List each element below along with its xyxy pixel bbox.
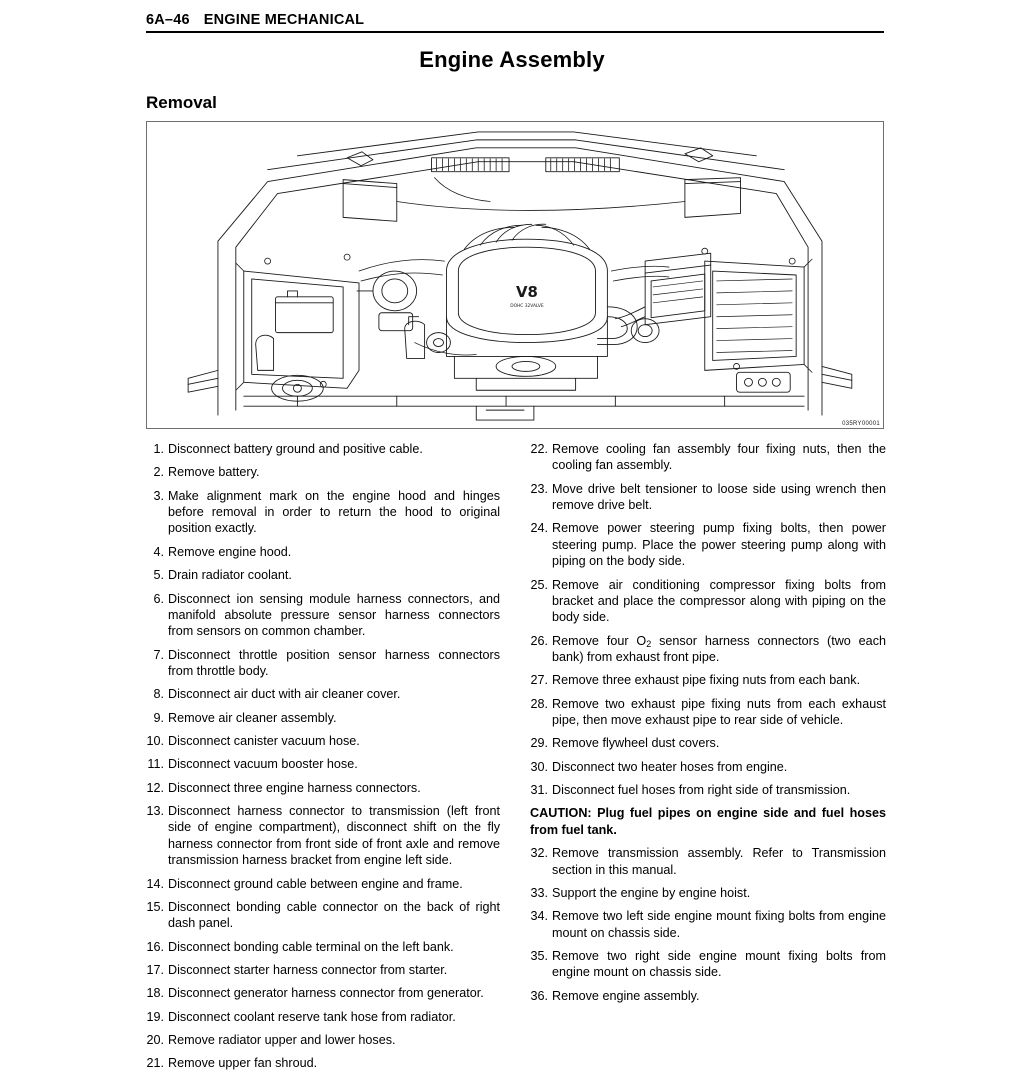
step-item bbox=[146, 962, 500, 978]
step-item bbox=[146, 985, 500, 1001]
step-text: Disconnect ion sensing module harness connectors, and manifold absolute pressure sensor harness connectors from sensors on common chamber. bbox=[168, 591, 501, 639]
step-item bbox=[530, 845, 886, 878]
step-number: 15. bbox=[146, 899, 164, 914]
subheading-removal: Removal bbox=[146, 93, 217, 112]
step-number: 6. bbox=[153, 591, 164, 606]
step-number: 36. bbox=[530, 988, 549, 1003]
step-number: 34. bbox=[530, 909, 549, 924]
step-number: 10. bbox=[146, 734, 164, 749]
step-number: 33. bbox=[530, 885, 549, 900]
step-text: Disconnect three engine harness connectors. bbox=[168, 780, 421, 795]
step-number: 25. bbox=[530, 577, 549, 592]
page-title: Engine Assembly bbox=[419, 47, 605, 72]
step-number: 17. bbox=[146, 962, 164, 977]
step-number: 21. bbox=[146, 1056, 164, 1071]
step-number: 24. bbox=[530, 521, 549, 536]
step-item bbox=[146, 733, 500, 749]
step-item bbox=[146, 756, 500, 772]
step-item bbox=[530, 735, 886, 751]
step-number: 14. bbox=[146, 876, 164, 891]
step-text: Drain radiator coolant. bbox=[168, 568, 292, 583]
manual-page bbox=[0, 12, 1024, 1071]
step-number: 11. bbox=[147, 757, 164, 772]
step-item bbox=[530, 759, 886, 775]
step-item bbox=[146, 876, 500, 892]
step-text: Remove upper fan shroud. bbox=[168, 1056, 318, 1071]
section-title: ENGINE MECHANICAL bbox=[203, 12, 365, 28]
step-item bbox=[530, 885, 886, 901]
step-item bbox=[530, 782, 886, 798]
step-item bbox=[146, 1032, 500, 1048]
step-item bbox=[146, 939, 500, 955]
step-item bbox=[146, 544, 500, 560]
step-text: Remove power steering pump fixing bolts, then power steering pump. Place the power steering pump along with piping on the body side. bbox=[552, 521, 886, 569]
step-item bbox=[146, 647, 500, 680]
step-item bbox=[146, 803, 500, 868]
step-item bbox=[530, 520, 886, 569]
step-text: Disconnect bonding cable terminal on the left bank. bbox=[168, 939, 454, 954]
step-number: 30. bbox=[530, 759, 549, 774]
steps-column-right bbox=[530, 441, 886, 1079]
step-number: 22. bbox=[530, 442, 549, 456]
step-number: 13. bbox=[146, 804, 164, 819]
subscript: 2 bbox=[646, 638, 652, 649]
step-number: 8. bbox=[153, 687, 164, 702]
page-header bbox=[146, 12, 884, 33]
step-text: Disconnect bonding cable connector on the back of right dash panel. bbox=[168, 899, 501, 931]
step-number: 18. bbox=[146, 986, 164, 1001]
step-number: 16. bbox=[146, 939, 164, 954]
step-item bbox=[530, 696, 886, 729]
step-text: Remove transmission assembly. Refer to Transmission section in this manual. bbox=[552, 846, 886, 877]
page-number: 6A–46 bbox=[146, 12, 190, 28]
step-item bbox=[530, 633, 886, 666]
figure-code: 035RY00001 bbox=[842, 421, 880, 427]
step-number: 3. bbox=[153, 488, 164, 503]
step-number: 12. bbox=[146, 780, 164, 795]
engine-compartment-figure bbox=[146, 121, 884, 429]
step-text: Move drive belt tensioner to loose side using wrench then remove drive belt. bbox=[552, 481, 886, 513]
step-number: 29. bbox=[530, 736, 549, 751]
step-text: Disconnect coolant reserve tank hose from radiator. bbox=[168, 1009, 456, 1024]
step-item bbox=[530, 908, 886, 941]
step-number: 26. bbox=[530, 633, 549, 648]
step-text: Remove engine assembly. bbox=[552, 988, 700, 1003]
step-text: Make alignment mark on the engine hood and hinges before removal in order to return the hood to original position exactly. bbox=[168, 488, 501, 536]
step-item bbox=[146, 686, 500, 702]
steps-list-left bbox=[146, 441, 500, 1072]
step-item bbox=[146, 1055, 500, 1071]
caution-note: CAUTION: Plug fuel pipes on engine side and fuel hoses from fuel tank. bbox=[530, 806, 886, 837]
step-number: 7. bbox=[153, 647, 164, 662]
step-text: Disconnect air duct with air cleaner cover. bbox=[168, 687, 401, 702]
step-text: Disconnect throttle position sensor harness connectors from throttle body. bbox=[168, 647, 501, 678]
step-text: Disconnect two heater hoses from engine. bbox=[552, 759, 788, 774]
step-number: 27. bbox=[530, 673, 549, 688]
step-text: Remove four $O_2$ sensor harness connectors (two each bank) from exhaust front pipe. bbox=[552, 633, 886, 664]
step-text: Support the engine by engine hoist. bbox=[552, 885, 751, 900]
removal-steps bbox=[146, 441, 886, 1079]
step-item bbox=[530, 441, 886, 474]
steps-column-left bbox=[146, 441, 500, 1079]
step-number: 19. bbox=[146, 1009, 164, 1024]
step-item bbox=[530, 481, 886, 514]
step-number: 4. bbox=[153, 544, 164, 559]
step-number: 35. bbox=[530, 948, 549, 963]
step-number: 31. bbox=[530, 783, 549, 798]
svg-text:DOHC 32VALVE: DOHC 32VALVE bbox=[510, 303, 544, 309]
step-item bbox=[146, 780, 500, 796]
svg-text:V8: V8 bbox=[515, 282, 538, 301]
step-text: Remove two right side engine mount fixing bolts from engine mount on chassis side. bbox=[552, 948, 886, 980]
step-item bbox=[530, 988, 886, 1004]
step-text: Disconnect harness connector to transmission (left front side of engine compartment), disconnect shift on the fly harness connector from front side of front axle and remove transmission harness bracket from engine left side. bbox=[168, 804, 501, 868]
step-item bbox=[146, 567, 500, 583]
step-item bbox=[530, 672, 886, 688]
steps-list-right-top bbox=[530, 441, 886, 798]
step-item bbox=[146, 591, 500, 640]
step-text: Remove cooling fan assembly four fixing nuts, then the cooling fan assembly. bbox=[552, 442, 886, 473]
step-text: Disconnect generator harness connector from generator. bbox=[168, 986, 484, 1001]
step-item bbox=[146, 441, 500, 457]
step-number: 28. bbox=[530, 696, 549, 711]
step-text: Remove radiator upper and lower hoses. bbox=[168, 1033, 396, 1048]
step-text: Disconnect ground cable between engine and frame. bbox=[168, 876, 463, 891]
step-item bbox=[146, 710, 500, 726]
step-item bbox=[146, 1009, 500, 1025]
step-number: 32. bbox=[530, 846, 549, 861]
step-number: 23. bbox=[530, 481, 549, 496]
step-text: Disconnect fuel hoses from right side of transmission. bbox=[552, 783, 851, 798]
step-text: Remove two left side engine mount fixing bolts from engine mount on chassis side. bbox=[552, 909, 886, 940]
step-text: Remove flywheel dust covers. bbox=[552, 736, 720, 751]
step-number: 2. bbox=[153, 465, 164, 480]
step-item bbox=[530, 948, 886, 981]
step-text: Remove three exhaust pipe fixing nuts from each bank. bbox=[552, 673, 861, 688]
step-text: Disconnect starter harness connector from starter. bbox=[168, 962, 448, 977]
step-number: 1. bbox=[153, 442, 164, 456]
step-item bbox=[146, 899, 500, 932]
steps-list-right-bottom bbox=[530, 845, 886, 1004]
step-number: 5. bbox=[153, 568, 164, 583]
step-text: Remove engine hood. bbox=[168, 544, 292, 559]
step-text: Disconnect vacuum booster hose. bbox=[168, 757, 358, 772]
step-number: 20. bbox=[146, 1033, 164, 1048]
engine-compartment-line-drawing bbox=[147, 122, 883, 428]
step-item bbox=[146, 464, 500, 480]
step-text: Remove two exhaust pipe fixing nuts from each exhaust pipe, then move exhaust pipe to rear side of vehicle. bbox=[552, 696, 886, 728]
step-item bbox=[530, 577, 886, 626]
step-text: Disconnect battery ground and positive cable. bbox=[168, 442, 423, 456]
step-number: 9. bbox=[153, 710, 164, 725]
step-text: Remove air cleaner assembly. bbox=[168, 710, 337, 725]
step-item bbox=[146, 488, 500, 537]
step-text: Remove battery. bbox=[168, 465, 260, 480]
step-text: Disconnect canister vacuum hose. bbox=[168, 734, 360, 749]
step-text: Remove air conditioning compressor fixing bolts from bracket and place the compressor along with piping on the body side. bbox=[552, 577, 886, 625]
